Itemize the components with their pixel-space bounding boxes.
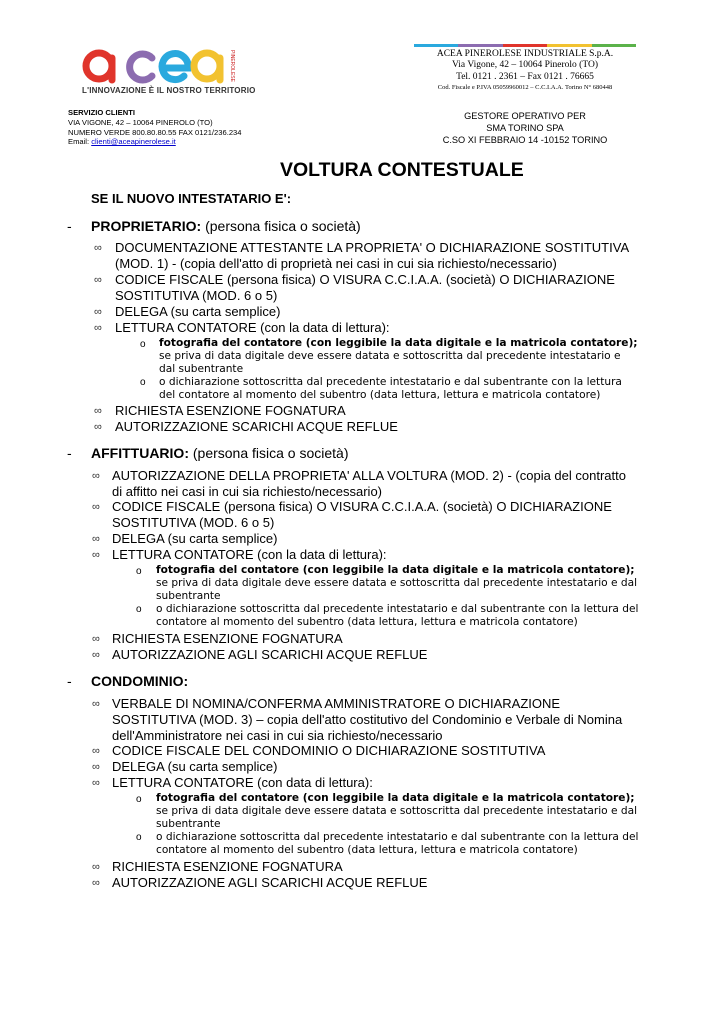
company-block: [414, 44, 636, 92]
list-item-line: dell'Amministratore nei casi in cui sia richiesto/necessario: [112, 728, 443, 743]
list-item: LETTURA CONTATORE (con la data di lettura):: [112, 547, 387, 562]
gestore-line-3: C.SO XI FEBBRAIO 14 -10152 TORINO: [442, 135, 608, 145]
sub-bullet-icon: o: [140, 339, 146, 350]
bullet-icon: ∞: [92, 877, 100, 889]
bullet-icon: ∞: [92, 633, 100, 645]
bullet-icon: ∞: [94, 274, 102, 286]
list-item: LETTURA CONTATORE (con la data di lettura):: [115, 320, 390, 335]
service-email-line: [68, 137, 242, 147]
service-title: SERVIZIO CLIENTI: [68, 108, 135, 117]
list-item: DELEGA (su carta semplice): [112, 759, 278, 774]
list-item: [112, 499, 612, 531]
sub-item-bold: fotografia del contatore (con leggibile la data digitale e la matricola contatore);: [156, 564, 635, 576]
list-item: [112, 468, 626, 500]
sub-item-line: se priva di data digitale deve essere datata e sottoscritta dal precedente intestatario e dal: [156, 577, 638, 589]
list-item: RICHIESTA ESENZIONE FOGNATURA: [115, 403, 346, 418]
sub-item-line: subentrante: [156, 590, 221, 602]
gestore-block: [440, 110, 610, 146]
list-item: RICHIESTA ESENZIONE FOGNATURA: [112, 859, 343, 874]
sub-item-line: dal subentrante: [159, 363, 244, 375]
sub-item-bold: fotografia del contatore (con leggibile la data digitale e la matricola contatore);: [156, 792, 635, 804]
sub-bullet-icon: o: [140, 377, 146, 388]
company-fiscal: Cod. Fiscale e P.IVA 05059960012 – C.C.I.A.A. Torino N° 680448: [437, 84, 613, 91]
section-2-dash: -: [67, 445, 72, 461]
list-item-line: AUTORIZZAZIONE DELLA PROPRIETA' ALLA VOLTURA (MOD. 2) - (copia del contratto: [112, 468, 626, 483]
logo-tagline: L'INNOVAZIONE È IL NOSTRO TERRITORIO: [82, 86, 256, 95]
section-2-title-rest: (persona fisica o società): [188, 445, 349, 461]
bullet-icon: ∞: [92, 745, 100, 757]
sub-item-line: contatore al momento del subentro (data lettura, lettura e matricola contatore): [156, 844, 578, 856]
page-title: VOLTURA CONTESTUALE: [280, 159, 524, 181]
sub-item-line: subentrante: [156, 818, 221, 830]
sub-item-line: o dichiarazione sottoscritta dal precedente intestatario e dal subentrante con la lettura del: [156, 831, 639, 843]
list-item-line: di affitto nei casi in cui sia richiesto/necessario): [112, 484, 382, 499]
section-2-title-bold: AFFITTUARIO:: [91, 445, 189, 461]
list-item: [115, 272, 615, 304]
sub-item: [159, 337, 638, 376]
sub-item: [156, 603, 638, 629]
page-subtitle: SE IL NUOVO INTESTATARIO E':: [91, 191, 292, 206]
service-phones: NUMERO VERDE 800.80.80.55 FAX 0121/236.234: [68, 127, 242, 137]
bullet-icon: ∞: [92, 501, 100, 513]
company-phone: Tel. 0121 . 2361 – Fax 0121 . 76665: [456, 72, 594, 82]
company-name: ACEA PINEROLESE INDUSTRIALE S.p.A.: [436, 49, 614, 59]
section-3-title: [91, 673, 188, 689]
list-item-line: VERBALE DI NOMINA/CONFERMA AMMINISTRATORE O DICHIARAZIONE: [112, 696, 561, 711]
list-item-line: CODICE FISCALE (persona fisica) O VISURA C.C.I.A.A. (società) O DICHIARAZIONE: [112, 499, 612, 514]
section-1-title-rest: (persona fisica o società): [201, 218, 361, 234]
sub-bullet-icon: o: [136, 832, 142, 843]
service-email-label: Email:: [68, 137, 92, 147]
section-2-title: [91, 445, 349, 461]
bullet-icon: ∞: [92, 777, 100, 789]
sub-item: [156, 792, 637, 831]
bullet-icon: ∞: [94, 322, 102, 334]
list-item: AUTORIZZAZIONE AGLI SCARICHI ACQUE REFLUE: [112, 875, 428, 890]
service-address: VIA VIGONE, 42 – 10064 PINEROLO (TO): [68, 117, 213, 127]
bullet-icon: ∞: [92, 761, 100, 773]
bullet-icon: ∞: [94, 306, 102, 318]
sub-item-line: o dichiarazione sottoscritta dal precedente intestatario e dal subentrante con la lettura del: [156, 603, 639, 615]
bullet-icon: ∞: [94, 421, 102, 433]
logo-vertical-text: PINEROLESE: [229, 50, 235, 82]
sub-item-line: o dichiarazione sottoscritta dal precedente intestatario e dal subentrante con la lettura: [159, 376, 622, 388]
list-item-line: (MOD. 1) - (copia dell'atto di proprietà nei casi in cui sia richiesto/necessario): [115, 256, 557, 271]
list-item: AUTORIZZAZIONE SCARICHI ACQUE REFLUE: [115, 419, 398, 434]
gestore-line-1: GESTORE OPERATIVO PER: [464, 111, 586, 121]
sub-item-line: del contatore al momento del subentro (data lettura, lettura e matricola contatore): [159, 389, 601, 401]
section-1-title-bold: PROPRIETARIO:: [91, 218, 202, 234]
section-1-dash: -: [67, 218, 72, 234]
service-block: [68, 108, 242, 147]
sub-item: [156, 831, 638, 857]
list-item-line: SOSTITUTIVA (MOD. 3) – copia dell'atto costitutivo del Condominio e Verbale di Nomina: [112, 712, 623, 727]
bullet-icon: ∞: [94, 405, 102, 417]
sub-item-line: se priva di data digitale deve essere datata e sottoscritta dal precedente intestatario e: [159, 350, 621, 362]
bullet-icon: ∞: [92, 470, 100, 482]
color-bar: [414, 44, 636, 47]
bullet-icon: ∞: [92, 649, 100, 661]
sub-item: [156, 564, 637, 603]
service-email-link[interactable]: clienti@aceapinerolese.it: [91, 137, 176, 147]
logo-wordmark: [86, 53, 220, 80]
gestore-line-2: SMA TORINO SPA: [486, 123, 564, 133]
section-3-title-bold: CONDOMINIO:: [91, 673, 189, 689]
sub-item-line: contatore al momento del subentro (data lettura, lettura e matricola contatore): [156, 616, 578, 628]
sub-item: [159, 376, 622, 402]
bullet-icon: ∞: [92, 861, 100, 873]
list-item: AUTORIZZAZIONE AGLI SCARICHI ACQUE REFLUE: [112, 647, 428, 662]
bullet-icon: ∞: [94, 242, 102, 254]
list-item-line: DOCUMENTAZIONE ATTESTANTE LA PROPRIETA' O DICHIARAZIONE SOSTITUTIVA: [115, 240, 630, 255]
bullet-icon: ∞: [92, 698, 100, 710]
company-address: Via Vigone, 42 – 10064 Pinerolo (TO): [451, 60, 598, 70]
list-item: LETTURA CONTATORE (con data di lettura):: [112, 775, 373, 790]
section-3-dash: -: [67, 673, 72, 689]
bullet-icon: ∞: [92, 533, 100, 545]
list-item: DELEGA (su carta semplice): [112, 531, 278, 546]
list-item: CODICE FISCALE DEL CONDOMINIO O DICHIARAZIONE SOSTITUTIVA: [112, 743, 546, 758]
list-item-line: CODICE FISCALE (persona fisica) O VISURA C.C.I.A.A. (società) O DICHIARAZIONE: [115, 272, 615, 287]
sub-bullet-icon: o: [136, 604, 142, 615]
list-item: [115, 240, 629, 272]
list-item: DELEGA (su carta semplice): [115, 304, 281, 319]
list-item: RICHIESTA ESENZIONE FOGNATURA: [112, 631, 343, 646]
list-item-line: SOSTITUTIVA (MOD. 6 o 5): [112, 515, 275, 530]
section-1-title: [91, 218, 361, 234]
sub-item-bold: fotografia del contatore (con leggibile la data digitale e la matricola contatore);: [159, 337, 638, 349]
sub-bullet-icon: o: [136, 566, 142, 577]
list-item: [112, 696, 622, 744]
sub-item-line: se priva di data digitale deve essere datata e sottoscritta dal precedente intestatario e dal: [156, 805, 638, 817]
bullet-icon: ∞: [92, 549, 100, 561]
list-item-line: SOSTITUTIVA (MOD. 6 o 5): [115, 288, 278, 303]
sub-bullet-icon: o: [136, 794, 142, 805]
